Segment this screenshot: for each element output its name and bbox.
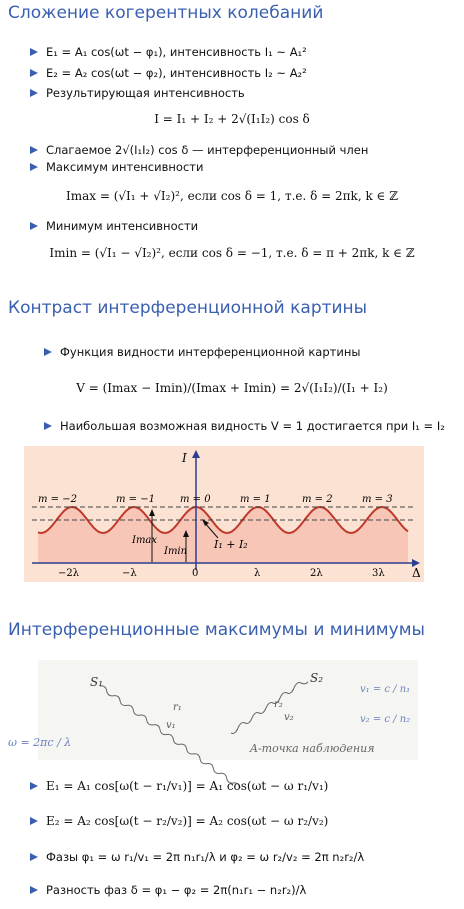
bullet-marker-icon [30, 853, 38, 861]
v2-label: v₂ [284, 712, 294, 723]
bullet-marker-icon [30, 48, 38, 56]
sketch-figure [8, 660, 418, 760]
bullet-min [30, 219, 198, 233]
tick-label: 2λ [310, 568, 323, 579]
bullet-term-text: Слагаемое 2√(I₁I₂) cos δ — интерференционный член [46, 143, 369, 157]
bullet-min-text: Минимум интенсивности [46, 219, 199, 233]
imin-label: Imin [164, 546, 188, 557]
v1-definition: v₁ = c / n₁ [360, 684, 411, 695]
bullet-marker-icon [30, 886, 38, 894]
bullet-marker-icon [30, 146, 38, 154]
r1-label: r₁ [173, 702, 182, 713]
bullet-marker-icon [30, 817, 38, 825]
bullet-max-visibility-text: Наибольшая возможная видность V = 1 достигается при I₁ = I₂ [60, 419, 445, 433]
v1-label: v₁ [166, 720, 176, 731]
bullet-e2-text: E₂ = A₂ cos(ωt − φ₂), интенсивность I₂ ~ A₂² [46, 66, 307, 80]
section-title-contrast: Контраст интерференционной картины [8, 298, 368, 318]
equation-min: Imin = (√I₁ − √I₂)², если cos δ = −1, т.е. δ = π + 2πk, k ∈ ℤ [49, 246, 415, 260]
bullet-e1-wave-text: E₁ = A₁ cos[ω(t − r₁/v₁)] = A₁ cos(ωt − ω r₁/v₁) [46, 779, 329, 793]
bullet-e2 [30, 66, 307, 80]
section-title-maxmin: Интерференционные максимумы и минимумы [8, 620, 425, 640]
bullet-marker-icon [30, 163, 38, 171]
equation-visibility: V = (Imax − Imin)/(Imax + Imin) = 2√(I₁I₂)/(I₁ + I₂) [76, 381, 388, 395]
bullet-phase-diff-text: Разность фаз δ = φ₁ − φ₂ = 2π(n₁r₁ − n₂r₂)/λ [46, 883, 307, 897]
order-label: m = 0 [180, 494, 211, 505]
order-label: m = 2 [302, 494, 333, 505]
bullet-result-text: Результирующая интенсивность [46, 86, 245, 100]
order-label: m = −2 [38, 494, 77, 505]
omega-definition: ω = 2πc / λ [8, 736, 72, 749]
interference-figure [24, 446, 424, 582]
bullet-max [30, 160, 203, 174]
order-label: m = 3 [362, 494, 393, 505]
sum-label: I₁ + I₂ [214, 538, 248, 551]
bullet-phases-text: Фазы φ₁ = ω r₁/v₁ = 2π n₁r₁/λ и φ₂ = ω r₂/v₂ = 2π n₂r₂/λ [46, 850, 365, 864]
source-s2-label: S₂ [310, 671, 324, 685]
imax-label: Imax [132, 535, 158, 546]
bullet-marker-icon [30, 222, 38, 230]
bullet-visibility-text: Функция видности интерференционной картины [60, 345, 361, 359]
equation-result: I = I₁ + I₂ + 2√(I₁I₂) cos δ [154, 112, 310, 126]
bullet-term [30, 143, 368, 157]
x-axis-label: Δ [412, 566, 421, 580]
bullet-e2-wave [30, 814, 328, 828]
observation-point-label: A-точка наблюдения [250, 742, 375, 755]
source-s1-label: S₁ [90, 675, 104, 689]
tick-label: 0 [192, 568, 199, 579]
bullet-e2-wave-text: E₂ = A₂ cos[ω(t − r₂/v₂)] = A₂ cos(ωt − ω r₂/v₂) [46, 814, 329, 828]
tick-label: −λ [122, 568, 137, 579]
bullet-phases [30, 850, 364, 864]
section-title-coherent: Сложение когерентных колебаний [8, 3, 324, 23]
v2-definition: v₂ = c / n₂ [360, 714, 411, 725]
bullet-marker-icon [30, 89, 38, 97]
order-label: m = 1 [240, 494, 271, 505]
bullet-e1-text: E₁ = A₁ cos(ωt − φ₁), интенсивность I₁ ~ A₁² [46, 45, 307, 59]
r2-label: r₂ [274, 699, 283, 710]
bullet-marker-icon [44, 348, 52, 356]
bullet-visibility [44, 345, 360, 359]
bullet-marker-icon [44, 422, 52, 430]
y-axis-label: I [182, 451, 187, 465]
bullet-marker-icon [30, 782, 38, 790]
bullet-e1 [30, 45, 307, 59]
order-label: m = −1 [116, 494, 155, 505]
bullet-result [30, 86, 245, 100]
tick-label: λ [254, 568, 261, 579]
bullet-e1-wave [30, 779, 328, 793]
tick-label: −2λ [58, 568, 80, 579]
bullet-marker-icon [30, 69, 38, 77]
equation-max: Imax = (√I₁ + √I₂)², если cos δ = 1, т.е. δ = 2πk, k ∈ ℤ [65, 189, 398, 203]
tick-label: 3λ [372, 568, 385, 579]
bullet-max-visibility [44, 419, 445, 433]
bullet-phase-diff [30, 883, 306, 897]
bullet-max-text: Максимум интенсивности [46, 160, 204, 174]
